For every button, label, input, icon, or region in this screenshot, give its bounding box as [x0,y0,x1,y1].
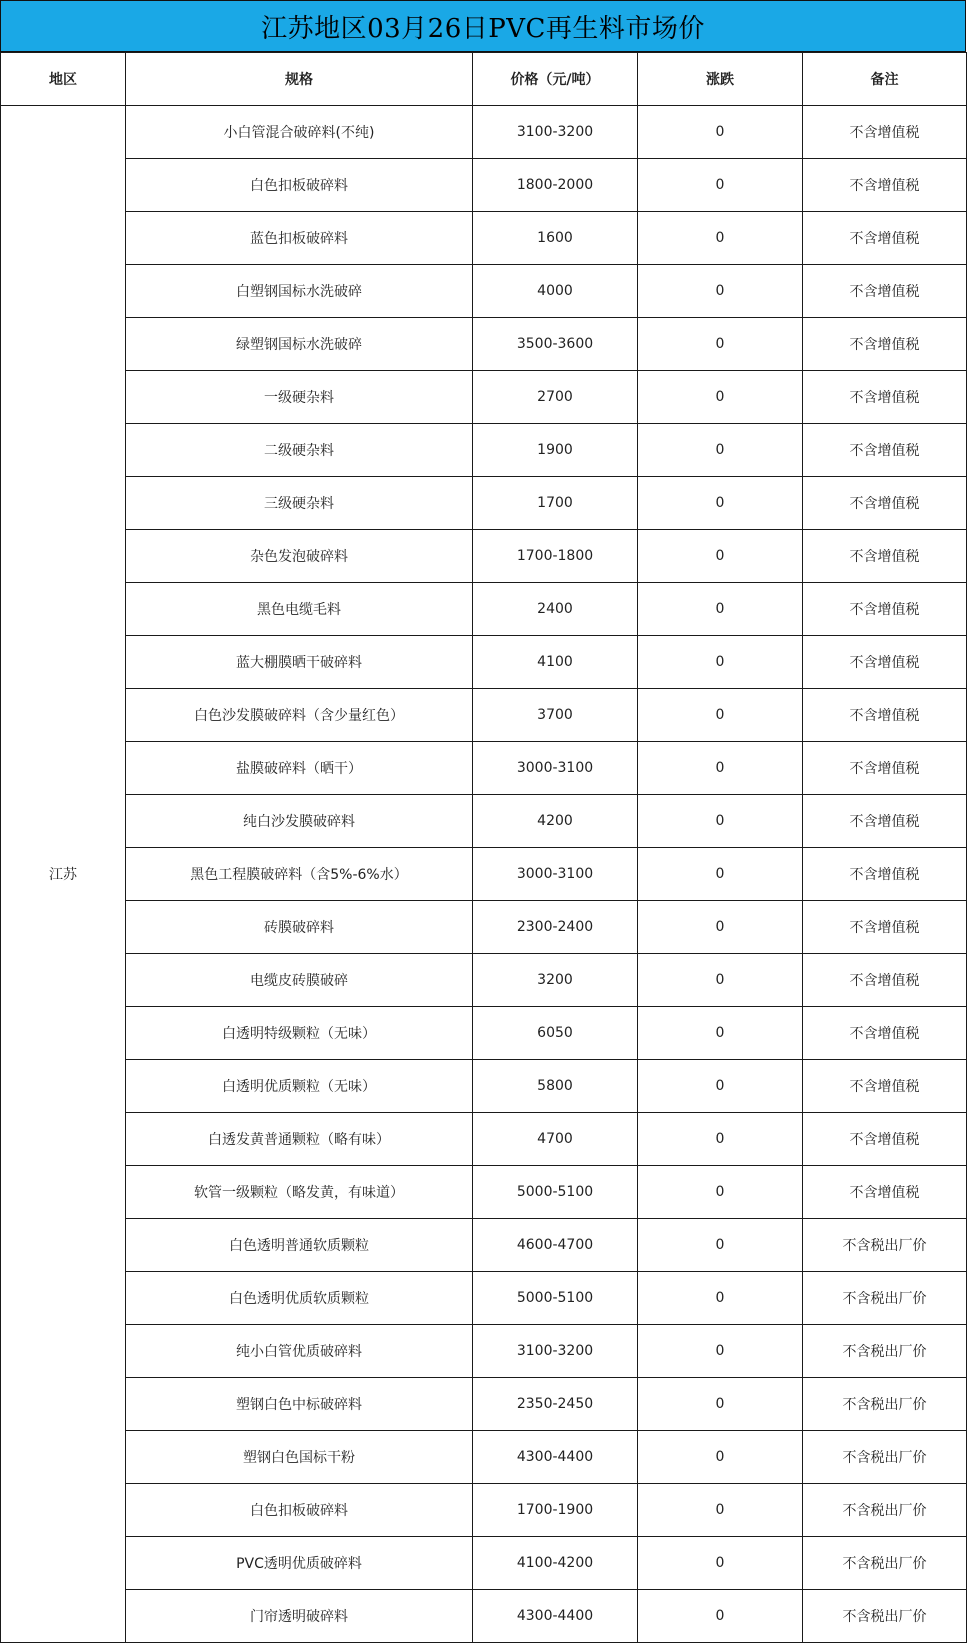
table-row [1,1590,967,1643]
table-row [1,1378,967,1431]
note-cell: 不含增值税 [803,636,967,689]
spec-cell: 白色沙发膜破碎料（含少量红色） [126,689,473,742]
price-cell: 4700 [473,1113,638,1166]
price-cell: 2300-2400 [473,901,638,954]
change-cell: 0 [638,848,803,901]
table-row [1,106,967,159]
price-cell: 1600 [473,212,638,265]
note-cell: 不含增值税 [803,477,967,530]
change-cell: 0 [638,424,803,477]
change-cell: 0 [638,265,803,318]
note-cell: 不含增值税 [803,265,967,318]
note-cell: 不含税出厂价 [803,1219,967,1272]
spec-cell: 纯白沙发膜破碎料 [126,795,473,848]
table-row [1,265,967,318]
spec-cell: 白透发黄普通颗粒（略有味） [126,1113,473,1166]
spec-cell: 门帘透明破碎料 [126,1590,473,1643]
price-cell: 4300-4400 [473,1431,638,1484]
spec-cell: 蓝大棚膜晒干破碎料 [126,636,473,689]
price-cell: 1900 [473,424,638,477]
spec-cell: 塑钢白色国标干粉 [126,1431,473,1484]
note-cell: 不含增值税 [803,795,967,848]
table-row [1,742,967,795]
table-row [1,636,967,689]
note-cell: 不含增值税 [803,1060,967,1113]
spec-cell: 盐膜破碎料（晒干） [126,742,473,795]
change-cell: 0 [638,1272,803,1325]
header-spec: 规格 [126,53,473,106]
change-cell: 0 [638,1007,803,1060]
table-row [1,954,967,1007]
note-cell: 不含增值税 [803,954,967,1007]
price-cell: 1700-1900 [473,1484,638,1537]
price-cell: 1800-2000 [473,159,638,212]
spec-cell: 白色透明普通软质颗粒 [126,1219,473,1272]
change-cell: 0 [638,795,803,848]
table-row [1,1325,967,1378]
spec-cell: 白透明特级颗粒（无味） [126,1007,473,1060]
header-region: 地区 [1,53,126,106]
table-row [1,530,967,583]
table-body [1,106,967,1643]
note-cell: 不含增值税 [803,530,967,583]
note-cell: 不含增值税 [803,689,967,742]
price-cell: 5800 [473,1060,638,1113]
table-row [1,1219,967,1272]
note-cell: 不含增值税 [803,583,967,636]
change-cell: 0 [638,583,803,636]
spec-cell: 白透明优质颗粒（无味） [126,1060,473,1113]
spec-cell: 一级硬杂料 [126,371,473,424]
note-cell: 不含税出厂价 [803,1431,967,1484]
spec-cell: 电缆皮砖膜破碎 [126,954,473,1007]
table-row [1,901,967,954]
note-cell: 不含税出厂价 [803,1484,967,1537]
title-bar [0,0,966,52]
spec-cell: 二级硬杂料 [126,424,473,477]
note-cell: 不含增值税 [803,159,967,212]
spec-cell: 蓝色扣板破碎料 [126,212,473,265]
table-row [1,424,967,477]
spec-cell: 三级硬杂料 [126,477,473,530]
price-table [0,52,967,1643]
region-cell: 江苏 [1,106,126,1643]
table-row [1,1113,967,1166]
change-cell: 0 [638,371,803,424]
note-cell: 不含增值税 [803,1113,967,1166]
note-cell: 不含税出厂价 [803,1537,967,1590]
table-row [1,689,967,742]
note-cell: 不含增值税 [803,318,967,371]
note-cell: 不含增值税 [803,1166,967,1219]
spec-cell: 白色扣板破碎料 [126,1484,473,1537]
spec-cell: 白色扣板破碎料 [126,159,473,212]
note-cell: 不含税出厂价 [803,1378,967,1431]
note-cell: 不含税出厂价 [803,1325,967,1378]
table-row [1,1007,967,1060]
table-row [1,1431,967,1484]
note-cell: 不含增值税 [803,848,967,901]
change-cell: 0 [638,1537,803,1590]
note-cell: 不含增值税 [803,1007,967,1060]
change-cell: 0 [638,106,803,159]
table-row [1,318,967,371]
change-cell: 0 [638,1484,803,1537]
note-cell: 不含税出厂价 [803,1272,967,1325]
spec-cell: 黑色电缆毛料 [126,583,473,636]
change-cell: 0 [638,1060,803,1113]
note-cell: 不含增值税 [803,212,967,265]
price-cell: 3000-3100 [473,848,638,901]
table-row [1,795,967,848]
change-cell: 0 [638,477,803,530]
price-cell: 1700 [473,477,638,530]
spec-cell: 白塑钢国标水洗破碎 [126,265,473,318]
table-row [1,477,967,530]
spec-cell: 软管一级颗粒（略发黄，有味道） [126,1166,473,1219]
price-cell: 3700 [473,689,638,742]
price-cell: 3200 [473,954,638,1007]
price-cell: 5000-5100 [473,1272,638,1325]
change-cell: 0 [638,159,803,212]
change-cell: 0 [638,318,803,371]
table-row [1,1060,967,1113]
note-cell: 不含增值税 [803,742,967,795]
price-cell: 3000-3100 [473,742,638,795]
spec-cell: PVC透明优质破碎料 [126,1537,473,1590]
price-cell: 3100-3200 [473,1325,638,1378]
change-cell: 0 [638,954,803,1007]
price-cell: 1700-1800 [473,530,638,583]
spec-cell: 砖膜破碎料 [126,901,473,954]
table-row [1,159,967,212]
table-row [1,1272,967,1325]
header-change: 涨跌 [638,53,803,106]
header-row [1,53,967,106]
change-cell: 0 [638,901,803,954]
spec-cell: 纯小白管优质破碎料 [126,1325,473,1378]
price-cell: 3500-3600 [473,318,638,371]
price-cell: 2400 [473,583,638,636]
change-cell: 0 [638,689,803,742]
price-cell: 4300-4400 [473,1590,638,1643]
table-row [1,1484,967,1537]
table-row [1,848,967,901]
header-note: 备注 [803,53,967,106]
table-row [1,371,967,424]
note-cell: 不含增值税 [803,424,967,477]
header-price: 价格（元/吨） [473,53,638,106]
spec-cell: 绿塑钢国标水洗破碎 [126,318,473,371]
table-row [1,583,967,636]
table-row [1,1537,967,1590]
spec-cell: 小白管混合破碎料(不纯) [126,106,473,159]
change-cell: 0 [638,636,803,689]
spec-cell: 黑色工程膜破碎料（含5%-6%水） [126,848,473,901]
change-cell: 0 [638,1590,803,1643]
price-cell: 6050 [473,1007,638,1060]
change-cell: 0 [638,212,803,265]
spec-cell: 白色透明优质软质颗粒 [126,1272,473,1325]
change-cell: 0 [638,530,803,583]
price-cell: 4100 [473,636,638,689]
note-cell: 不含增值税 [803,106,967,159]
page-title: 江苏地区03月26日PVC再生料市场价 [261,13,705,44]
change-cell: 0 [638,1431,803,1484]
change-cell: 0 [638,1325,803,1378]
note-cell: 不含税出厂价 [803,1590,967,1643]
change-cell: 0 [638,742,803,795]
spec-cell: 塑钢白色中标破碎料 [126,1378,473,1431]
table-row [1,212,967,265]
change-cell: 0 [638,1113,803,1166]
price-cell: 4000 [473,265,638,318]
price-cell: 5000-5100 [473,1166,638,1219]
price-cell: 2700 [473,371,638,424]
change-cell: 0 [638,1166,803,1219]
price-cell: 4100-4200 [473,1537,638,1590]
note-cell: 不含增值税 [803,371,967,424]
spec-cell: 杂色发泡破碎料 [126,530,473,583]
price-cell: 4600-4700 [473,1219,638,1272]
price-cell: 4200 [473,795,638,848]
change-cell: 0 [638,1219,803,1272]
price-cell: 2350-2450 [473,1378,638,1431]
note-cell: 不含增值税 [803,901,967,954]
price-cell: 3100-3200 [473,106,638,159]
table-row [1,1166,967,1219]
change-cell: 0 [638,1378,803,1431]
